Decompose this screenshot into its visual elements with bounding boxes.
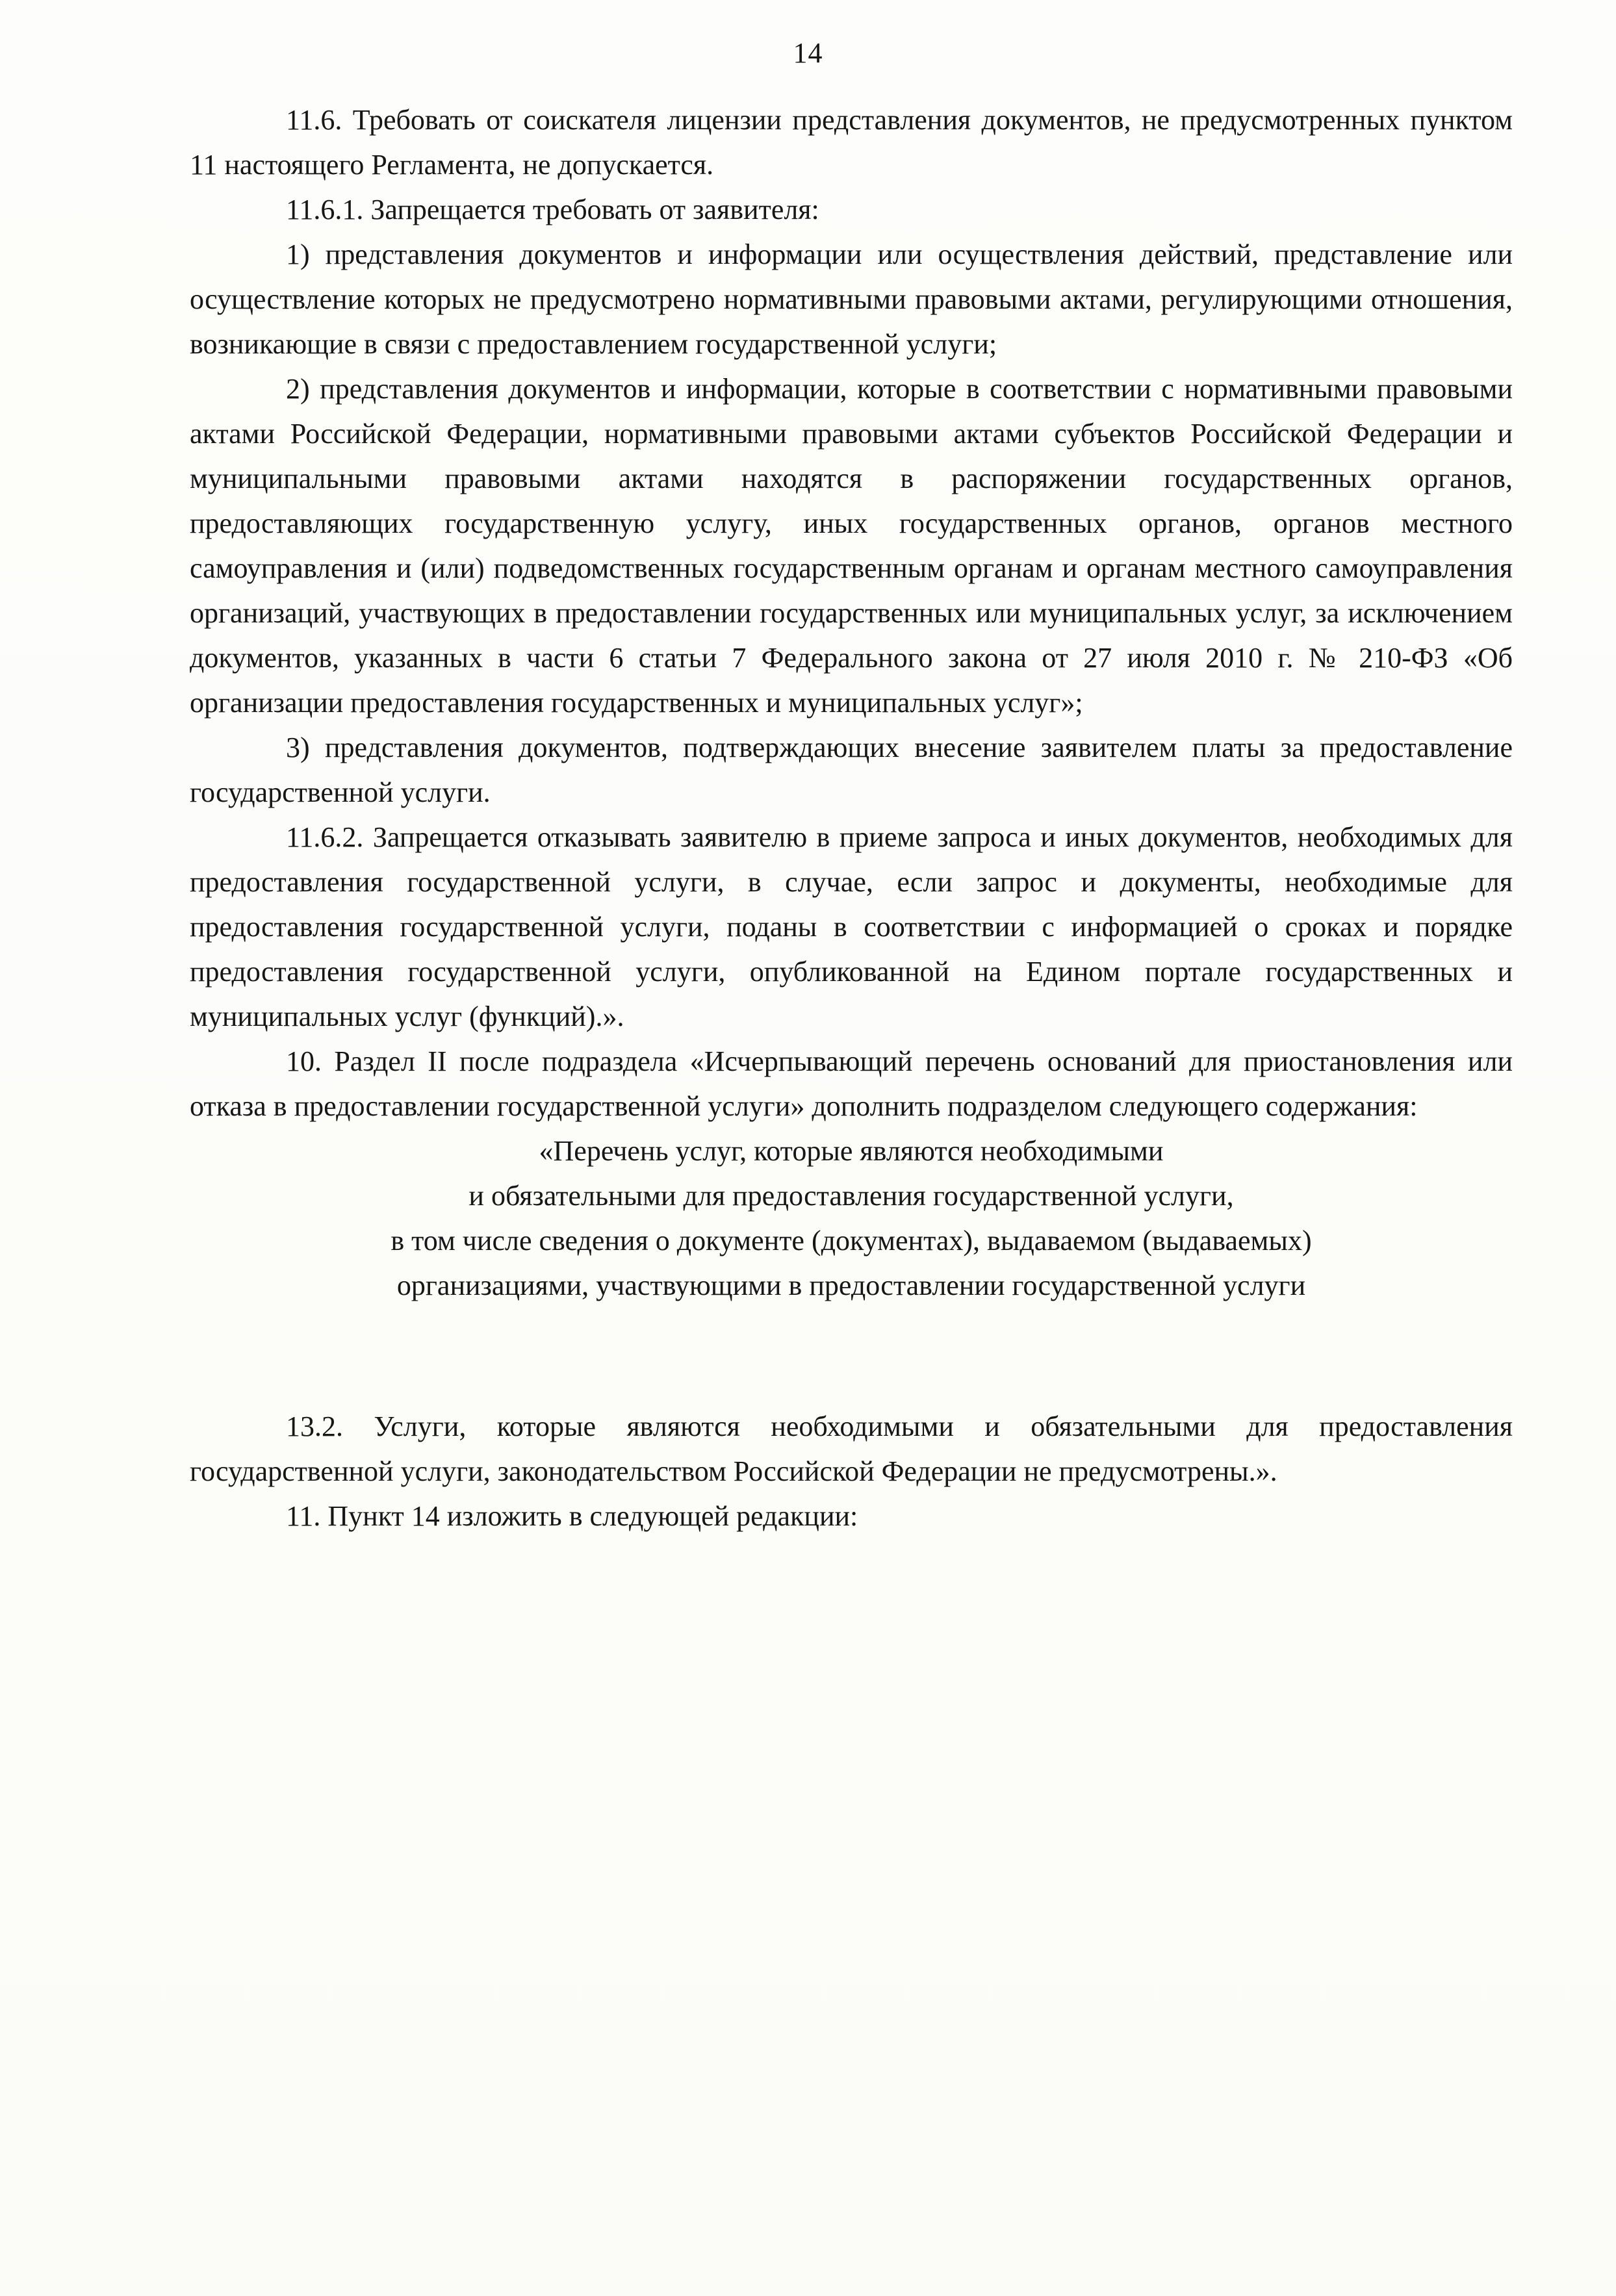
- paragraph-item-2: 2) представления документов и информации, которые в соответствии с нормативными правовыми актами Российской Федерации, нормативными правовыми актами субъектов Российской Федерации и муниципальными правовыми актами находятся в распоряжении государственных органов, предоставляющих государственную услугу, иных государственных органов, органов местного самоуправления и (или) подведомственных государственным органам и органам местного самоуправления организаций, участвующих в предоставлении государственных или муниципальных услуг, за исключением документов, указанных в части 6 статьи 7 Федерального закона от 27 июля 2010 г. № 210-ФЗ «Об организации предоставления государственных и муниципальных услуг»;: [190, 373, 1513, 719]
- paragraph-11-6: 11.6. Требовать от соискателя лицензии представления документов, не предусмотренных пунктом 11 настоящего Регламента, не допускается.: [190, 104, 1513, 181]
- paragraph-11-6-1: 11.6.1. Запрещается требовать от заявителя:: [286, 194, 819, 225]
- document-body: [190, 97, 1513, 1538]
- paragraph-13-2: 13.2. Услуги, которые являются необходимыми и обязательными для предоставления государственной услуги, законодательством Российской Федерации не предусмотрены.».: [190, 1410, 1513, 1487]
- paragraph-11-6-2: 11.6.2. Запрещается отказывать заявителю в приеме запроса и иных документов, необходимых для предоставления государственной услуги, в случае, если запрос и документы, необходимые для предоставления государственной услуги, поданы в соответствии с информацией о сроках и порядке предоставления государственной услуги, опубликованной на Едином портале государственных и муниципальных услуг (функций).».: [190, 821, 1513, 1032]
- subsection-heading-line-2: и обязательными для предоставления государственной услуги,: [468, 1180, 1234, 1212]
- paragraph-item-3: 3) представления документов, подтверждающих внесение заявителем платы за предоставление государственной услуги.: [190, 732, 1513, 808]
- paragraph-section-11: 11. Пункт 14 изложить в следующей редакции:: [286, 1500, 858, 1532]
- subsection-heading-line-1: «Перечень услуг, которые являются необходимыми: [539, 1135, 1164, 1167]
- page-number: 14: [793, 37, 823, 69]
- subsection-heading-line-3: в том числе сведения о документе (документах), выдаваемом (выдаваемых): [391, 1225, 1312, 1256]
- paragraph-section-10: 10. Раздел II после подраздела «Исчерпывающий перечень оснований для приостановления или отказа в предоставлении государственной услуги» дополнить подразделом следующего содержания:: [190, 1045, 1513, 1122]
- paragraph-item-1: 1) представления документов и информации или осуществления действий, представление или осуществление которых не предусмотрено нормативными правовыми актами, регулирующими отношения, возникающие в связи с предоставлением государственной услуги;: [190, 238, 1513, 360]
- subsection-heading-line-4: организациями, участвующими в предоставлении государственной услуги: [396, 1269, 1306, 1301]
